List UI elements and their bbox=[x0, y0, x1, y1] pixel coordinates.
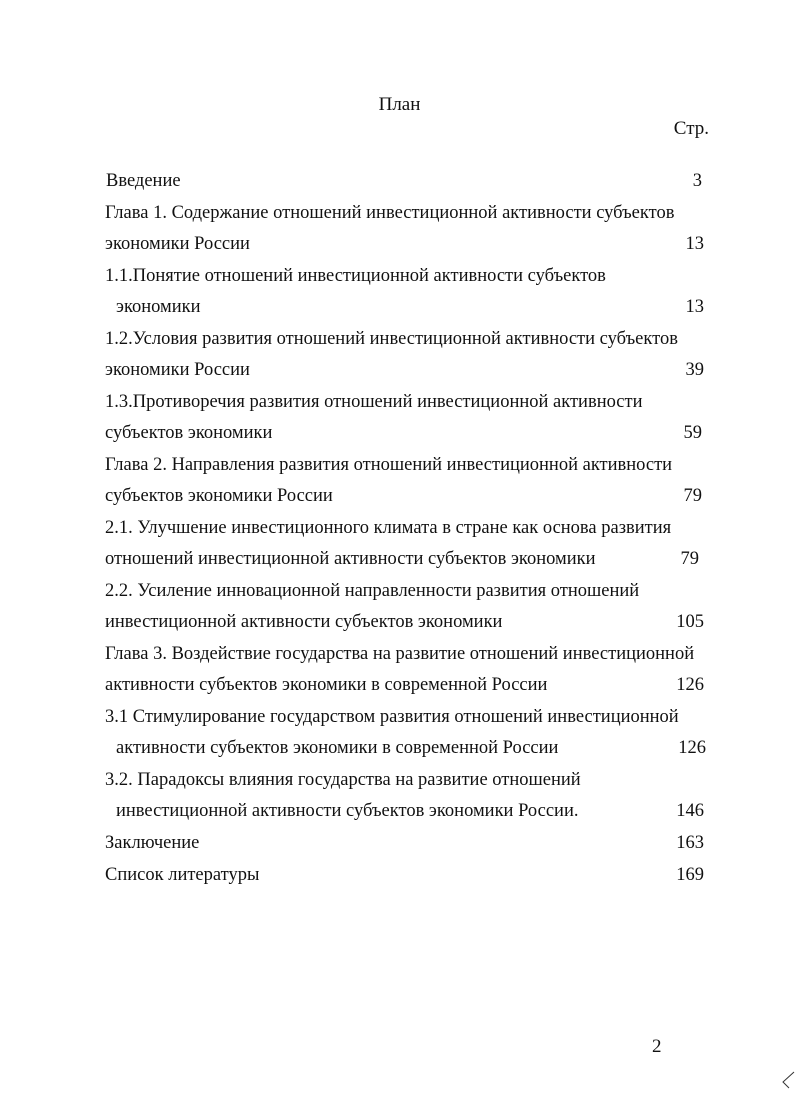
toc-line: 2.1. Улучшение инвестиционного климата в стране как основа развития bbox=[105, 518, 672, 538]
toc-line: субъектов экономики bbox=[105, 423, 273, 443]
toc-line: экономики bbox=[116, 297, 201, 317]
toc-page-conclusion: 163 bbox=[676, 833, 704, 853]
toc-line: отношений инвестиционной активности субъектов экономики bbox=[105, 549, 596, 569]
toc-line: 1.1.Понятие отношений инвестиционной активности субъектов bbox=[105, 266, 606, 286]
toc-line: Глава 1. Содержание отношений инвестиционной активности субъектов bbox=[105, 203, 675, 223]
toc-page: 79 bbox=[680, 549, 699, 569]
toc-line-intro: Введение bbox=[106, 171, 181, 191]
toc-line-conclusion: Заключение bbox=[105, 833, 200, 853]
toc-page-intro: 3 bbox=[692, 171, 702, 191]
toc-page: 126 bbox=[678, 738, 706, 758]
toc-page-references: 169 bbox=[676, 865, 704, 885]
page-column-label: Стр. bbox=[673, 118, 709, 139]
toc-page: 146 bbox=[676, 801, 704, 821]
toc-line: инвестиционной активности субъектов экономики bbox=[105, 612, 503, 632]
page-title: План bbox=[378, 94, 421, 115]
toc-page: 39 bbox=[685, 360, 704, 380]
toc-line: активности субъектов экономики в современной России bbox=[116, 738, 559, 758]
toc-page: 105 bbox=[676, 612, 704, 632]
pen-mark-icon bbox=[780, 1070, 796, 1090]
toc-page: 13 bbox=[685, 297, 704, 317]
toc-line: 2.2. Усиление инновационной направленности развития отношений bbox=[105, 581, 640, 601]
toc-page: 13 bbox=[685, 234, 704, 254]
toc-line-references: Список литературы bbox=[105, 865, 260, 885]
toc-page: 79 bbox=[683, 486, 702, 506]
toc-page: 59 bbox=[683, 423, 702, 443]
toc-line: Глава 2. Направления развития отношений инвестиционной активности bbox=[105, 455, 673, 475]
toc-line: 1.3.Противоречия развития отношений инвестиционной активности bbox=[105, 392, 643, 412]
page-number: 2 bbox=[652, 1036, 662, 1057]
toc-line: инвестиционной активности субъектов экономики России. bbox=[116, 801, 579, 821]
toc-line: 1.2.Условия развития отношений инвестиционной активности субъектов bbox=[105, 329, 678, 349]
toc-line: экономики России bbox=[105, 360, 250, 380]
toc-line: 3.2. Парадоксы влияния государства на развитие отношений bbox=[105, 770, 581, 790]
toc-line: субъектов экономики России bbox=[105, 486, 333, 506]
toc-line: Глава 3. Воздействие государства на развитие отношений инвестиционной bbox=[105, 644, 695, 664]
toc-page: 126 bbox=[676, 675, 704, 695]
toc-line: 3.1 Стимулирование государством развития отношений инвестиционной bbox=[105, 707, 679, 727]
toc-line: активности субъектов экономики в современной России bbox=[105, 675, 548, 695]
toc-line: экономики России bbox=[105, 234, 250, 254]
